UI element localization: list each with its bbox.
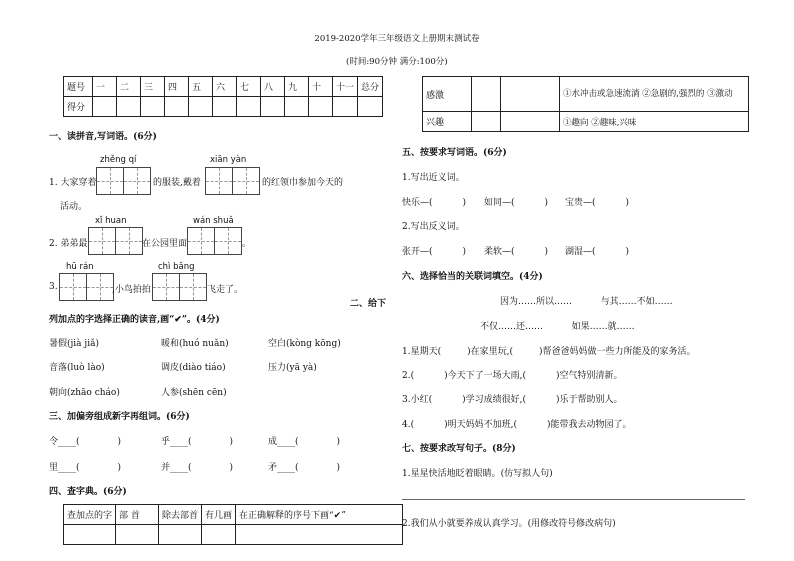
- radical-item[interactable]: 里____( ): [49, 463, 122, 473]
- reading-item[interactable]: 人参(shēn cēn): [161, 388, 227, 398]
- question-text: 飞走了。: [207, 285, 244, 295]
- question-text: 的红领巾参加今天的: [262, 178, 344, 188]
- synonym-item[interactable]: 快乐—( ): [402, 198, 467, 208]
- section-3-title: 三、加偏旁组成新字再组词。(6分): [49, 412, 190, 422]
- writing-grid[interactable]: [187, 227, 242, 255]
- reading-item[interactable]: 朝向(zhāo cháo): [49, 388, 120, 398]
- pinyin: xǐ huan: [95, 216, 127, 226]
- writing-grid[interactable]: [59, 273, 114, 301]
- question-text: 2. 弟弟最: [49, 239, 88, 249]
- dictionary-table-continued: [422, 76, 749, 132]
- score-header-cell: 总分: [358, 77, 383, 97]
- rewrite-question: 2.我们从小就要养成认真学习。(用修改符号修改病句): [402, 519, 616, 529]
- synonym-item[interactable]: 宝贵—( ): [565, 198, 630, 208]
- score-header-cell: 四: [165, 77, 189, 97]
- page-title: 2019-2020学年三年级语文上册期末测试卷: [314, 34, 480, 44]
- dict-word: 兴趣: [423, 112, 472, 132]
- fill-sentence[interactable]: 4.( )明天妈妈不加班,( )能带我去动物园了。: [402, 420, 632, 430]
- score-header-cell: 七: [237, 77, 261, 97]
- section-4-title: 四、查字典。(6分): [49, 487, 127, 497]
- synonym-item[interactable]: 如同—( ): [484, 198, 549, 208]
- dict-word: 感激: [423, 77, 472, 112]
- score-header-cell: 六: [213, 77, 237, 97]
- score-label: 得分: [64, 97, 93, 117]
- conjunction-options: 不仅……还…… 如果……就……: [480, 322, 635, 332]
- dict-header-cell: 部 首: [116, 505, 159, 525]
- dictionary-table: [63, 504, 403, 545]
- score-header-cell: 三: [141, 77, 165, 97]
- dict-header-cell: 有几画: [202, 505, 236, 525]
- score-header-cell: 题号: [64, 77, 93, 97]
- dict-header-cell: 在正确解释的序号下画“✔”: [236, 505, 403, 525]
- reading-item[interactable]: 暑假(jià jiǎ): [49, 339, 99, 349]
- dict-meanings[interactable]: ①水冲击或急速流淌 ②急剧的,强烈的 ③激动: [560, 77, 749, 112]
- section-6-title: 六、选择恰当的关联词填空。(4分): [402, 272, 543, 282]
- score-header-cell: 一: [93, 77, 117, 97]
- conjunction-options: 因为……所以…… 与其……不如……: [500, 297, 673, 307]
- question-text: 。: [242, 239, 252, 249]
- question-text: 的服装,戴着: [153, 178, 201, 188]
- section-7-title: 七、按要求改写句子。(8分): [402, 444, 516, 454]
- radical-item[interactable]: 令____( ): [49, 437, 122, 447]
- section-2-title-start: 二、给下: [350, 299, 387, 309]
- reading-item[interactable]: 暖和(huó nuǎn): [161, 339, 229, 349]
- reading-item[interactable]: 空白(kòng kōng): [268, 339, 341, 349]
- section-5-title: 五、按要求写词语。(6分): [402, 148, 507, 158]
- section-1-title: 一、读拼音,写词语。(6分): [49, 132, 157, 142]
- fill-sentence[interactable]: 2.( )今天下了一场大雨,( )空气特别清新。: [402, 371, 623, 381]
- score-header-cell: 九: [285, 77, 309, 97]
- question-text: 3.: [49, 282, 58, 292]
- question-text: 在公园里面: [142, 239, 188, 249]
- score-header-cell: 十一: [333, 77, 358, 97]
- score-table: [63, 76, 383, 117]
- sub-question: 1.写出近义词。: [402, 173, 465, 183]
- score-table-score-row: [64, 97, 383, 117]
- pinyin: xiān yàn: [210, 155, 247, 165]
- antonym-item[interactable]: 张开—( ): [402, 247, 467, 257]
- pinyin: zhěng qí: [100, 155, 137, 165]
- antonym-item[interactable]: 柔软—( ): [484, 247, 549, 257]
- dict-header-cell: 除去部首: [159, 505, 202, 525]
- score-header-cell: 五: [189, 77, 213, 97]
- question-text: 1. 大家穿着: [49, 178, 97, 188]
- pinyin: chì bǎng: [158, 262, 195, 272]
- radical-item[interactable]: 乎____( ): [161, 437, 234, 447]
- score-header-cell: 八: [261, 77, 285, 97]
- question-text: 活动。: [60, 202, 88, 212]
- radical-item[interactable]: 成____( ): [268, 437, 341, 447]
- radical-item[interactable]: 矛____( ): [268, 463, 341, 473]
- radical-item[interactable]: 并____( ): [161, 463, 234, 473]
- dict-meanings[interactable]: ①趣向 ②趣味,兴味: [560, 112, 749, 132]
- rewrite-question: 1.星星快活地眨着眼睛。(仿写拟人句): [402, 469, 553, 479]
- section-2-title: 列加点的字选择正确的读音,画“✔”。(4分): [49, 315, 220, 325]
- score-header-cell: 二: [117, 77, 141, 97]
- writing-grid[interactable]: [152, 273, 207, 301]
- pinyin: wán shuǎ: [193, 216, 234, 226]
- exam-info: (时间:90分钟 满分:100分): [346, 57, 448, 67]
- writing-grid[interactable]: [96, 167, 151, 195]
- reading-item[interactable]: 压力(yā yà): [268, 363, 317, 373]
- reading-item[interactable]: 音落(luò lào): [49, 363, 105, 373]
- writing-grid[interactable]: [205, 167, 260, 195]
- pinyin: hū rán: [66, 262, 94, 272]
- dict-header-cell: 查加点的字: [64, 505, 116, 525]
- sub-question: 2.写出反义词。: [402, 222, 465, 232]
- answer-line[interactable]: [402, 499, 745, 500]
- antonym-item[interactable]: 湖湿—( ): [565, 247, 630, 257]
- fill-sentence[interactable]: 3.小红( )学习成绩很好,( )乐于帮助别人。: [402, 395, 623, 405]
- writing-grid[interactable]: [88, 227, 143, 255]
- score-table-header-row: [64, 77, 383, 97]
- fill-sentence[interactable]: 1.星期天( )在家里玩,( )帮爸爸妈妈做一些力所能及的家务活。: [402, 347, 696, 357]
- score-header-cell: 十: [309, 77, 333, 97]
- question-text: ,小鸟拍拍: [112, 285, 151, 295]
- reading-item[interactable]: 调皮(diào tiáo): [161, 363, 226, 373]
